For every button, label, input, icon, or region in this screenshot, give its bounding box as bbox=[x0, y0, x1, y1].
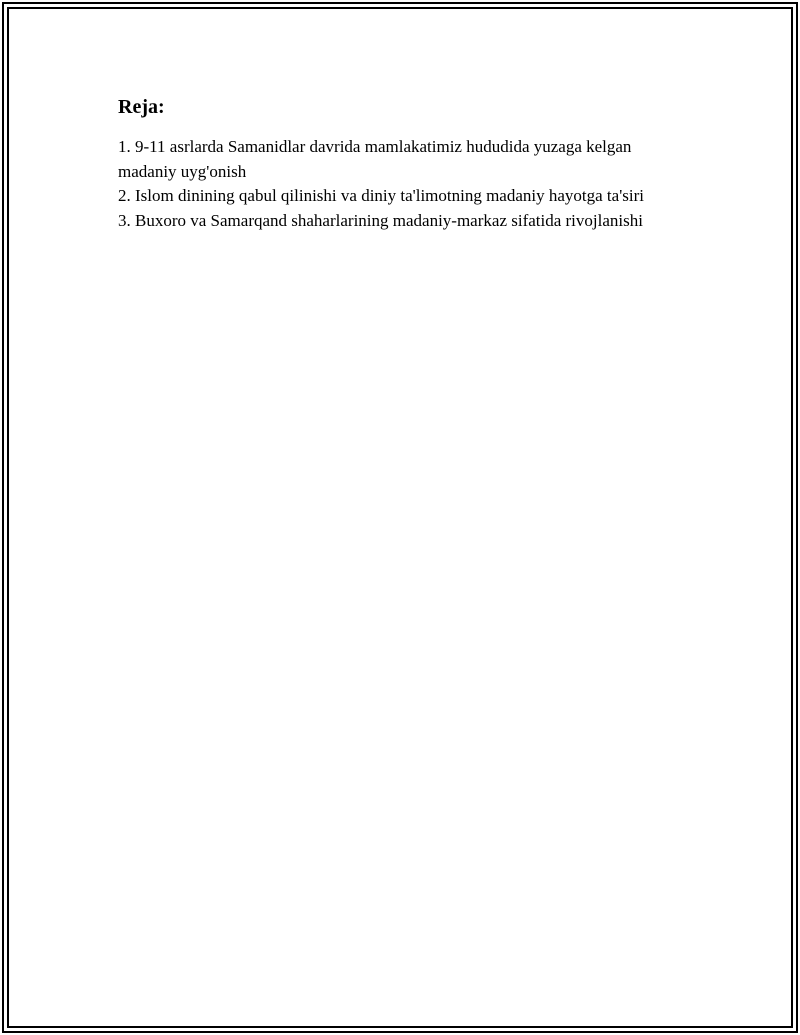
plan-item-3: 3. Buxoro va Samarqand shaharlarining madaniy-markaz sifatida rivojlanishi bbox=[118, 210, 643, 230]
plan-item-2: 2. Islom dinining qabul qilinishi va diniy ta'limotning madaniy hayotga ta'siri bbox=[118, 186, 644, 205]
document-content bbox=[118, 95, 698, 233]
plan-list bbox=[118, 135, 698, 233]
plan-item-1: 1. 9-11 asrlarda Samanidlar davrida mamlakatimiz hududida yuzaga kelgan madaniy uyg'onish bbox=[118, 137, 632, 181]
plan-heading: Reja: bbox=[118, 96, 165, 118]
